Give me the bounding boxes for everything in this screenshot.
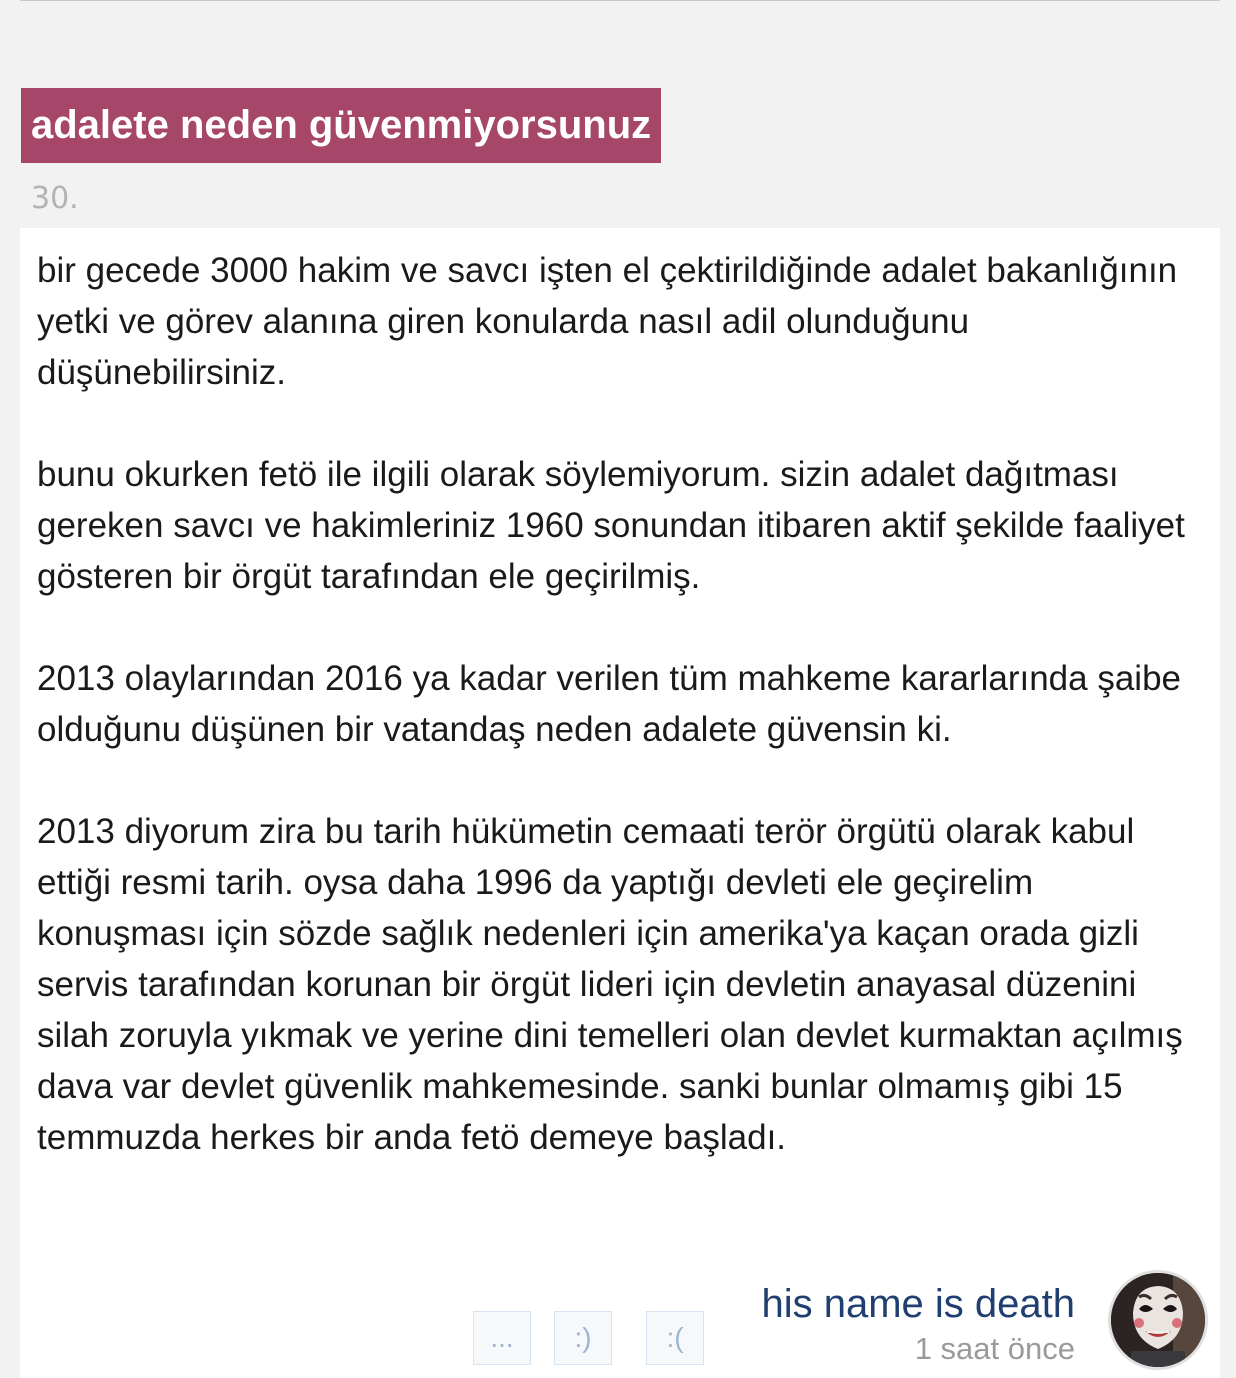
- entry-paragraph: bir gecede 3000 hakim ve savcı işten el çektirildiğinde adalet bakanlığının yetki ve görev alanına giren konularda nasıl adil olunduğunu düşünebilirsiniz.: [37, 251, 1178, 392]
- topic-title-box[interactable]: [21, 88, 661, 163]
- joker-mask-avatar-icon[interactable]: [1108, 1270, 1208, 1370]
- top-divider: [20, 0, 1220, 1]
- entry-paragraph: 2013 diyorum zira bu tarih hükümetin cemaati terör örgütü olarak kabul ettiği resmi tarih. oysa daha 1996 da yaptığı devleti ele geçirelim konuşması için sözde sağlık nedenleri için amerika'ya kaçan orada gizli servis tarafından korunan bir örgüt lideri için devletin anayasal düzenini silah zoruyla yıkmak ve yerine dini temelleri olan devlet kurmaktan açılmış dava var devlet güvenlik mahkemesinde. sanki bunlar olmamış gibi 15 temmuzda herkes bir anda fetö demeye başladı.: [37, 812, 1183, 1157]
- entry-paragraph: 2013 olaylarından 2016 ya kadar verilen tüm mahkeme kararlarında şaibe olduğunu düşünen bir vatandaş neden adalete güvensin ki.: [37, 659, 1181, 749]
- entry-number: 30.: [31, 181, 79, 216]
- entry-paragraph: bunu okurken fetö ile ilgili olarak söylemiyorum. sizin adalet dağıtması gereken savcı ve hakimleriniz 1960 sonundan itibaren aktif şekilde faaliyet gösteren bir örgüt tarafından ele geçirilmiş.: [37, 455, 1185, 596]
- entry-card: [20, 228, 1220, 1378]
- avatar-image: [1111, 1273, 1205, 1367]
- topic-title[interactable]: adalete neden güvenmiyorsunuz: [31, 103, 652, 147]
- entry-content: [37, 245, 1207, 1163]
- dislike-button[interactable]: :(: [646, 1311, 704, 1365]
- author-link[interactable]: his name is death: [761, 1282, 1075, 1326]
- more-options-button[interactable]: ...: [473, 1311, 531, 1365]
- entry-timestamp: 1 saat önce: [914, 1331, 1075, 1366]
- like-button[interactable]: :): [554, 1311, 612, 1365]
